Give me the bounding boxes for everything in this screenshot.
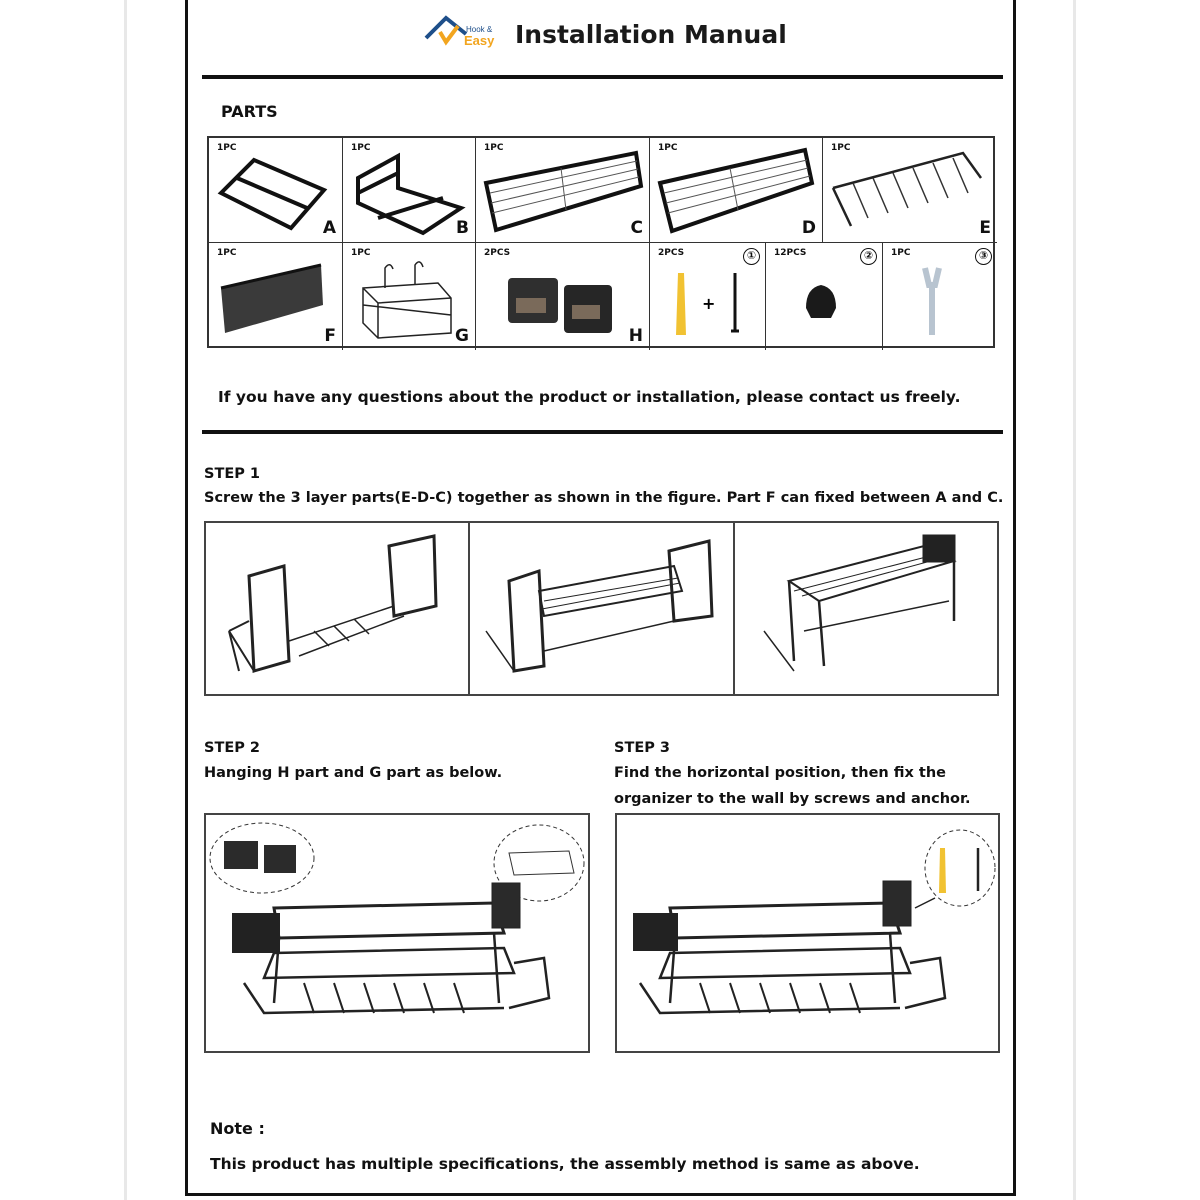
brand-logo	[424, 12, 508, 48]
nut-drawing	[766, 243, 883, 350]
part-qty: 2PCS	[484, 248, 511, 258]
part-qty: 1PC	[217, 248, 237, 258]
part-anchor-screw	[650, 243, 766, 350]
part-d	[650, 138, 823, 243]
wrench-drawing	[883, 243, 997, 350]
part-label: G	[455, 326, 469, 346]
step1-figure-1	[229, 536, 436, 671]
part-label: C	[630, 218, 643, 238]
part-f-holder-drawing	[209, 243, 343, 350]
part-h	[476, 243, 650, 350]
part-number: ①	[743, 248, 760, 265]
part-e-rack-drawing	[823, 138, 997, 243]
part-wrench	[883, 243, 997, 350]
part-label: D	[801, 218, 816, 238]
step3-text-line1: Find the horizontal position, then fix the	[614, 765, 947, 781]
step1-figures	[204, 521, 999, 696]
svg-text:Hook &: Hook &	[466, 25, 493, 34]
step1-figure-2	[486, 541, 712, 671]
part-label: B	[456, 218, 469, 238]
step3-figure	[615, 813, 1000, 1053]
step2-heading: STEP 2	[204, 740, 261, 756]
svg-text:Easy: Easy	[464, 33, 495, 48]
part-label: H	[628, 326, 643, 346]
part-qty: 12PCS	[774, 248, 807, 258]
parts-grid	[207, 136, 995, 348]
step2-text: Hanging H part and G part as below.	[204, 765, 503, 781]
part-qty: 1PC	[217, 143, 237, 153]
part-a	[209, 138, 343, 243]
part-d-shelf-drawing	[650, 138, 823, 243]
part-label: F	[324, 326, 336, 346]
part-number: ②	[860, 248, 877, 265]
part-c-shelf-drawing	[476, 138, 650, 243]
step1-figure-3	[764, 536, 954, 671]
anchor-and-screw-drawing	[650, 243, 766, 350]
page-edge-left	[124, 0, 127, 1200]
part-label: A	[322, 218, 336, 238]
step1-text: Screw the 3 layer parts(E-D-C) together as shown in the figure. Part F can fixed between A and C.	[204, 490, 1004, 506]
part-qty: 1PC	[484, 143, 504, 153]
part-b	[343, 138, 476, 243]
part-g	[343, 243, 476, 350]
part-qty: 2PCS	[658, 248, 685, 258]
divider	[202, 75, 1003, 79]
note-text: This product has multiple specifications, the assembly method is same as above.	[210, 1155, 920, 1173]
part-c	[476, 138, 650, 243]
part-e	[823, 138, 997, 243]
part-qty: 1PC	[351, 248, 371, 258]
contact-text: If you have any questions about the product or installation, please contact us freely.	[218, 388, 961, 406]
step3-heading: STEP 3	[614, 740, 671, 756]
svg-text:+: +	[702, 294, 716, 313]
part-number: ③	[975, 248, 992, 265]
part-label: E	[979, 218, 991, 238]
part-h-cups-drawing	[476, 243, 650, 350]
divider	[202, 430, 1003, 434]
part-qty: 1PC	[891, 248, 911, 258]
step3-text-line2: organizer to the wall by screws and anchor.	[614, 791, 971, 807]
step1-heading: STEP 1	[204, 466, 261, 482]
note-heading: Note :	[210, 1119, 265, 1138]
part-qty: 1PC	[658, 143, 678, 153]
part-nut	[766, 243, 883, 350]
page-title: Installation Manual	[515, 20, 787, 49]
part-qty: 1PC	[351, 143, 371, 153]
part-qty: 1PC	[831, 143, 851, 153]
page-edge-right	[1073, 0, 1076, 1200]
part-f	[209, 243, 343, 350]
step2-figure	[204, 813, 590, 1053]
parts-heading: PARTS	[221, 102, 278, 121]
